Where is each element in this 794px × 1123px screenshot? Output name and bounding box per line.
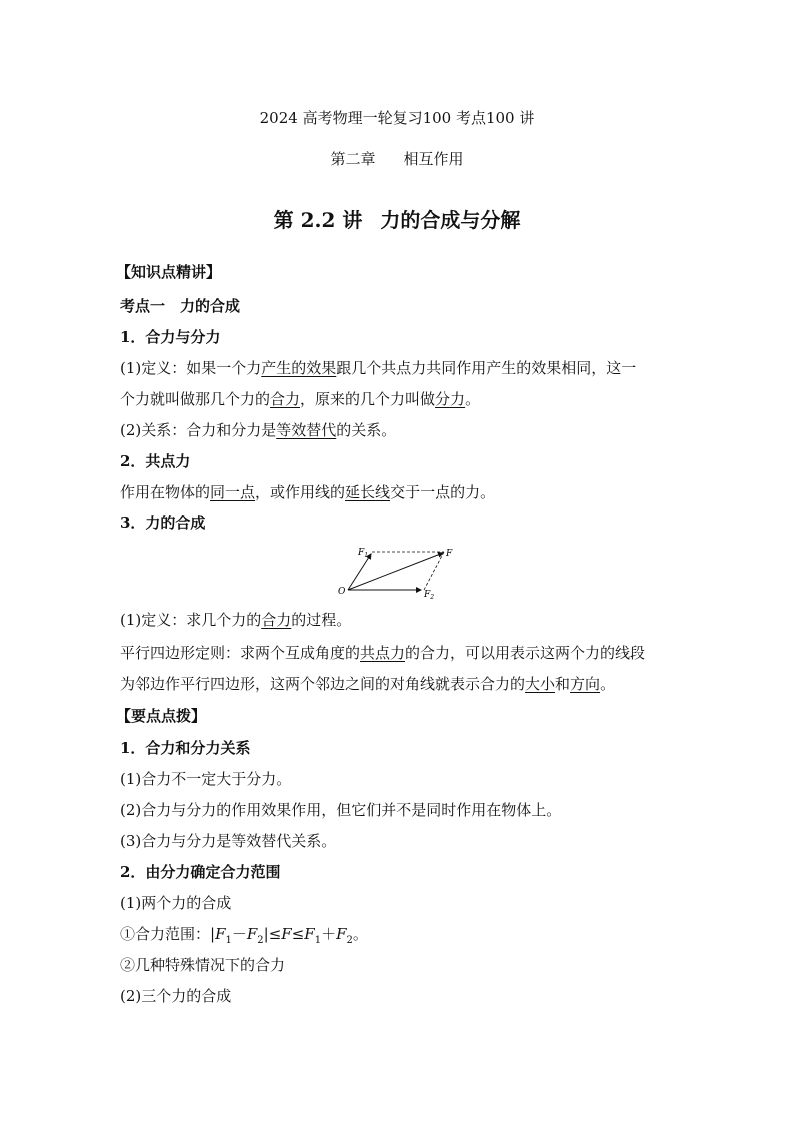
- lecture-name: 力的合成与分解: [380, 208, 521, 232]
- item-composition-heading: 3．力的合成: [120, 514, 206, 532]
- blank-effect: 产生的效果: [261, 359, 337, 377]
- dashed-right-edge: [424, 552, 444, 590]
- special-cases-line: ②几种特殊情况下的合力: [120, 956, 286, 974]
- topic-heading: 考点一 力的合成: [120, 297, 241, 315]
- two-force-composition: (1)两个力的合成: [120, 894, 232, 912]
- blank-resultant: 合力: [270, 390, 301, 408]
- keypoint1-heading: 1．合力和分力关系: [120, 739, 251, 757]
- chapter-title: [0, 149, 794, 169]
- composition-definition: (1)定义：求几个力的合力的过程。: [120, 611, 352, 629]
- item-resultant-force-heading: 1．合力与分力: [120, 328, 221, 346]
- concurrent-force-definition: 作用在物体的同一点，或作用线的延长线交于一点的力。: [120, 483, 496, 501]
- chapter-name: 相互作用: [403, 150, 464, 168]
- blank-extension: 延长线: [345, 483, 391, 501]
- three-force-composition: (2)三个力的合成: [120, 987, 232, 1005]
- definition-paragraph-line1: (1)定义：如果一个力产生的效果跟几个共点力共同作用产生的效果相同，这一: [120, 359, 637, 377]
- keypoint1-line3: (3)合力与分力是等效替代关系。: [120, 832, 337, 850]
- keypoint1-line2: (2)合力与分力的作用效果作用，但它们并不是同时作用在物体上。: [120, 801, 562, 819]
- label-o: O: [338, 587, 346, 597]
- item-concurrent-force-heading: 2．共点力: [120, 452, 191, 470]
- blank-resultant-2: 合力: [261, 611, 292, 629]
- relation-line: (2)关系：合力和分力是等效替代的关系。: [120, 421, 397, 439]
- label-f1: $F_1$: [358, 548, 369, 559]
- blank-concurrent: 共点力: [360, 644, 406, 662]
- parallelogram-rule-line2: 为邻边作平行四边形，这两个邻边之间的对角线就表示合力的大小和方向。: [120, 675, 616, 693]
- parallelogram-figure: [330, 540, 470, 602]
- lecture-number: 第 2.2 讲: [273, 208, 363, 232]
- lecture-title: [0, 207, 794, 233]
- blank-magnitude: 大小: [525, 675, 556, 693]
- f1-vector: [348, 554, 371, 590]
- keypoint1-line1: (1)合力不一定大于分力。: [120, 770, 292, 788]
- blank-same-point: 同一点: [210, 483, 256, 501]
- label-f: F: [446, 549, 453, 559]
- blank-direction: 方向: [570, 675, 601, 693]
- label-f2: $F_2$: [424, 590, 435, 601]
- resultant-vector: [348, 553, 443, 590]
- parallelogram-rule-line1: 平行四边形定则：求两个互成角度的共点力的合力，可以用表示这两个力的线段: [120, 644, 646, 662]
- section-knowledge-heading: 【知识点精讲】: [116, 263, 222, 281]
- series-title: 2024 高考物理一轮复习100 考点100 讲: [259, 109, 535, 127]
- keypoint2-heading: 2．由分力确定合力范围: [120, 863, 281, 881]
- resultant-range-formula: ①合力范围：$|F_1-F_2|\le F\le F_1+F_2$。: [120, 925, 368, 946]
- blank-equivalent: 等效替代: [276, 421, 337, 439]
- section-keypoints-heading: 【要点点拨】: [116, 707, 207, 725]
- blank-component: 分力: [435, 390, 466, 408]
- chapter-number: 第二章: [330, 150, 376, 168]
- definition-paragraph-line2: 个力就叫做那几个力的合力，原来的几个力叫做分力。: [120, 390, 481, 408]
